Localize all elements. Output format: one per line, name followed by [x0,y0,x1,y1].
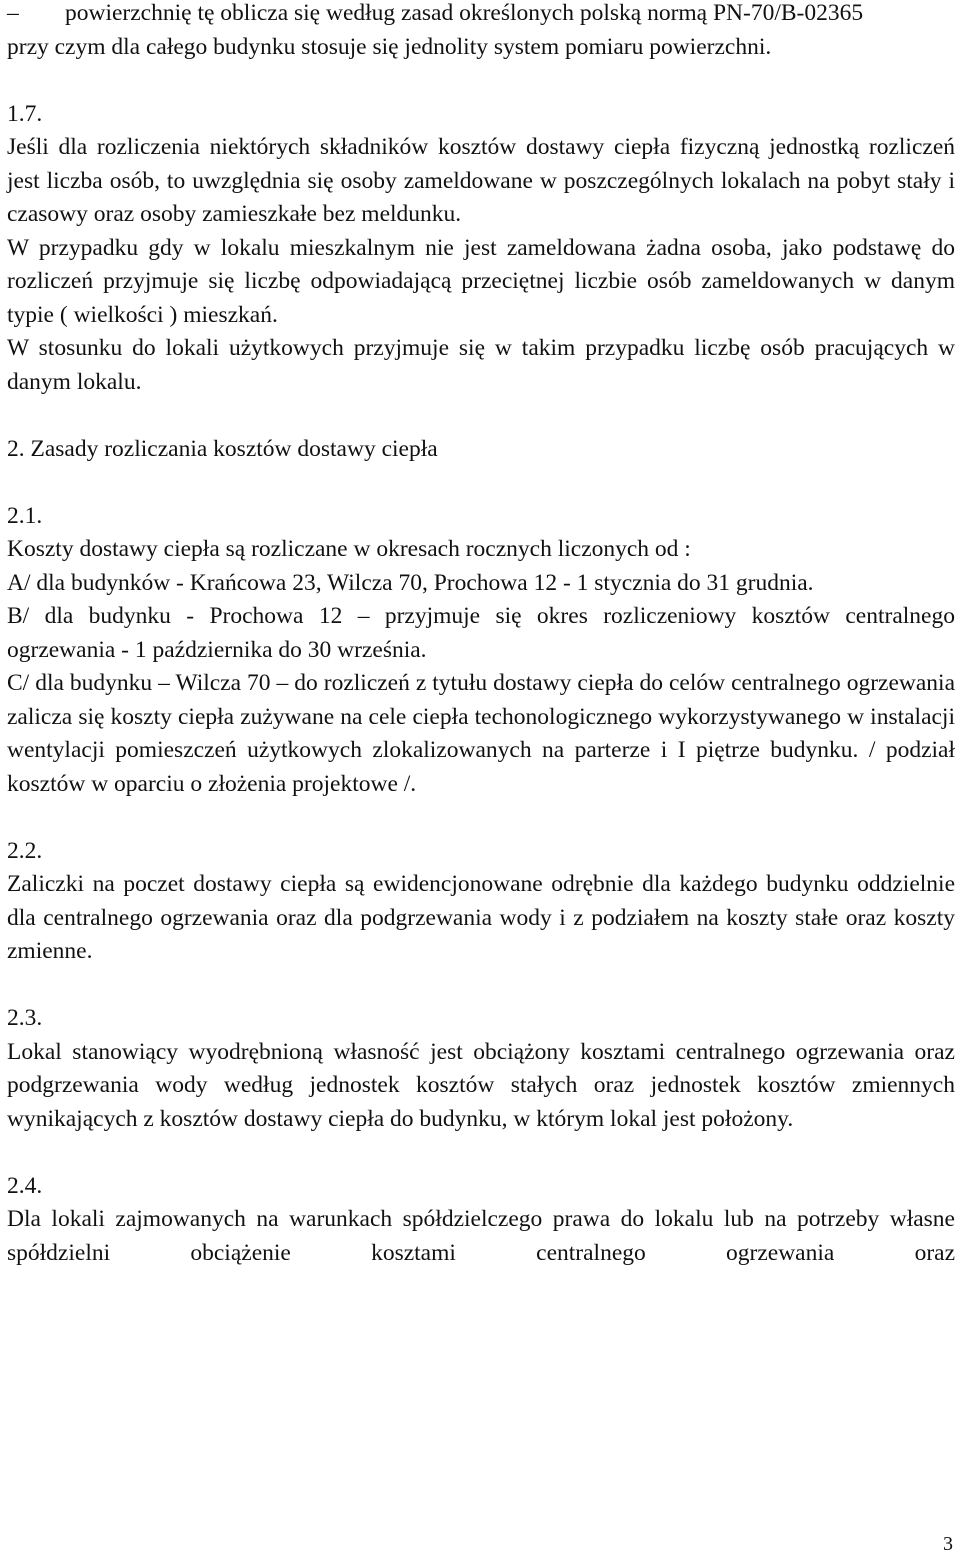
section-number-2-4: 2.4. [7,1172,43,1199]
paragraph-2-4: Dla lokali zajmowanych na warunkach spółdzielczego prawa do lokalu lub na potrzeby własne spółdzielni obciążenie kosztami centralnego ogrzewania oraz [7,1206,955,1266]
paragraph-2-1: Koszty dostawy ciepła są rozliczane w okresach rocznych liczonych od : [7,536,691,562]
page-number: 3 [943,1533,953,1555]
section-heading-2: 2. Zasady rozliczania kosztów dostawy ciepła [7,435,438,462]
document-page [7,0,955,1270]
bullet-text: powierzchnię tę oblicza się według zasad określonych polską normą PN-70/B-02365 [65,0,864,26]
paragraph-1-7-b: W przypadku gdy w lokalu mieszkalnym nie jest zameldowana żadna osoba, jako podstawę do rozliczeń przyjmuje się liczbę odpowiadającą przeciętnej liczbie osób zameldowanych w danym typie ( wielkości ) mieszkań. [7,234,955,328]
dash-bullet: – [7,0,19,26]
section-number-1-7: 1.7. [7,100,43,127]
paragraph-2-1-c: C/ dla budynku – Wilcza 70 – do rozliczeń z tytułu dostawy ciepła do celów centralnego ogrzewania zalicza się koszty ciepła zużywane na cele ciepła techonologicznego wykorzystywanego w instalacji wentylacji pomieszczeń użytkowych zlokalizowanych na parterze i I piętrze budynku. / podział kosztów w oparciu o złożenia projektowe /. [7,670,955,797]
paragraph-1-7-c: W stosunku do lokali użytkowych przyjmuje się w takim przypadku liczbę osób pracujących w danym lokalu. [7,335,955,395]
intro-paragraph: przy czym dla całego budynku stosuje się jednolity system pomiaru powierzchni. [7,33,772,60]
paragraph-2-3: Lokal stanowiący wyodrębnioną własność jest obciążony kosztami centralnego ogrzewania oraz podgrzewania wody według jednostek kosztów stałych oraz jednostek kosztów zmiennych wynikających z kosztów dostawy ciepła do budynku, w którym lokal jest położony. [7,1038,955,1132]
bullet-item [7,0,955,31]
paragraph-2-1-b: B/ dla budynku - Prochowa 12 – przyjmuje się okres rozliczeniowy kosztów centralnego ogrzewania - 1 października do 30 września. [7,603,955,663]
paragraph-2-1-a: A/ dla budynków - Krańcowa 23, Wilcza 70, Prochowa 12 - 1 stycznia do 31 grudnia. [7,569,814,596]
paragraph-1-7-a: Jeśli dla rozliczenia niektórych składników kosztów dostawy ciepła fizyczną jednostką rozliczeń jest liczba osób, to uwzględnia się osoby zameldowane w poszczególnych lokalach na pobyt stały i czasowy oraz osoby zamieszkałe bez meldunku. [7,134,955,227]
section-number-2-3: 2.3. [7,1005,43,1031]
section-number-2-1: 2.1. [7,502,43,529]
section-number-2-2: 2.2. [7,837,43,864]
paragraph-2-2: Zaliczki na poczet dostawy ciepła są ewidencjonowane odrębnie dla każdego budynku oddzielnie dla centralnego ogrzewania oraz dla podgrzewania wody i z podziałem na koszty stałe oraz koszty zmienne. [7,871,955,964]
